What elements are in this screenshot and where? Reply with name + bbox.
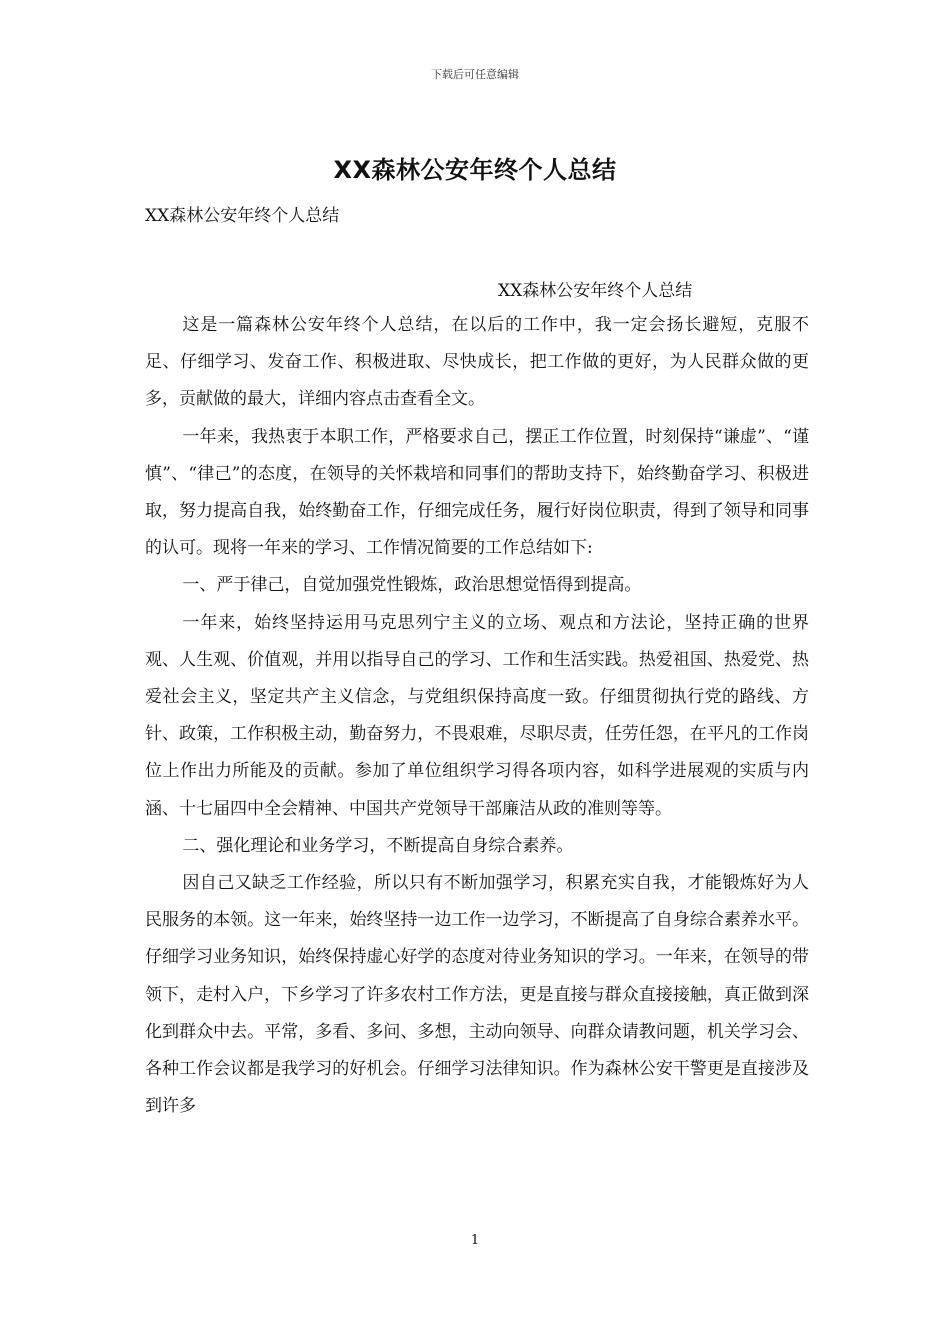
body-paragraph: 一年来，我热衷于本职工作，严格要求自己，摆正工作位置，时刻保持“谦虚”、“谨慎”、“律己”的态度，在领导的关怀栽培和同事们的帮助支持下，始终勤奋学习、积极进取，努力提高自我，始终勤奋工作，仔细完成任务，履行好岗位职责，得到了领导和同事的认可。现将一年来的学习、工作情况简要的工作总结如下: [145, 426, 809, 559]
document-body [145, 307, 809, 1125]
document-subtitle-center: XX森林公安年终个人总结 [498, 281, 693, 301]
body-paragraph: 一年来，始终坚持运用马克思列宁主义的立场、观点和方法论，坚持正确的世界观、人生观、价值观，并用以指导自己的学习、工作和生活实践。热爱祖国、热爱党、热爱社会主义，坚定共产主义信念，与党组织保持高度一致。仔细贯彻执行党的路线、方针、政策，工作积极主动，勤奋努力，不畏艰难，尽职尽责，任劳任怨，在平凡的工作岗位上作出力所能及的贡献。参加了单位组织学习得各项内容，如科学进展观的实质与内涵、十七届四中全会精神、中国共产党领导干部廉洁从政的准则等等。 [145, 612, 809, 819]
section-heading: 二、强化理论和业务学习，不断提高自身综合素养。 [182, 835, 574, 856]
page-header-note: 下载后可任意编辑 [431, 68, 519, 81]
section-heading: 一、严于律己，自觉加强党性锻炼，政治思想觉悟得到提高。 [182, 575, 642, 596]
document-title: XX森林公安年终个人总结 [333, 156, 617, 184]
document-subtitle-left: XX森林公安年终个人总结 [145, 206, 340, 226]
body-paragraph: 这是一篇森林公安年终个人总结，在以后的工作中，我一定会扬长避短，克服不足、仔细学习、发奋工作、积极进取、尽快成长，把工作做的更好，为人民群众做的更多，贡献做的最大，详细内容点击查看全文。 [145, 315, 809, 410]
page-number: 1 [470, 1233, 480, 1248]
body-paragraph: 因自己又缺乏工作经验，所以只有不断加强学习，积累充实自我，才能锻炼好为人民服务的本领。这一年来，始终坚持一边工作一边学习，不断提高了自身综合素养水平。仔细学习业务知识，始终保持虚心好学的态度对待业务知识的学习。一年来，在领导的带领下，走村入户，下乡学习了许多农村工作方法，更是直接与群众直接接触，真正做到深化到群众中去。平常，多看、多问、多想，主动向领导、向群众请教问题，机关学习会、各种工作会议都是我学习的好机会。仔细学习法律知识。作为森林公安干警更是直接涉及到许多 [145, 873, 809, 1117]
